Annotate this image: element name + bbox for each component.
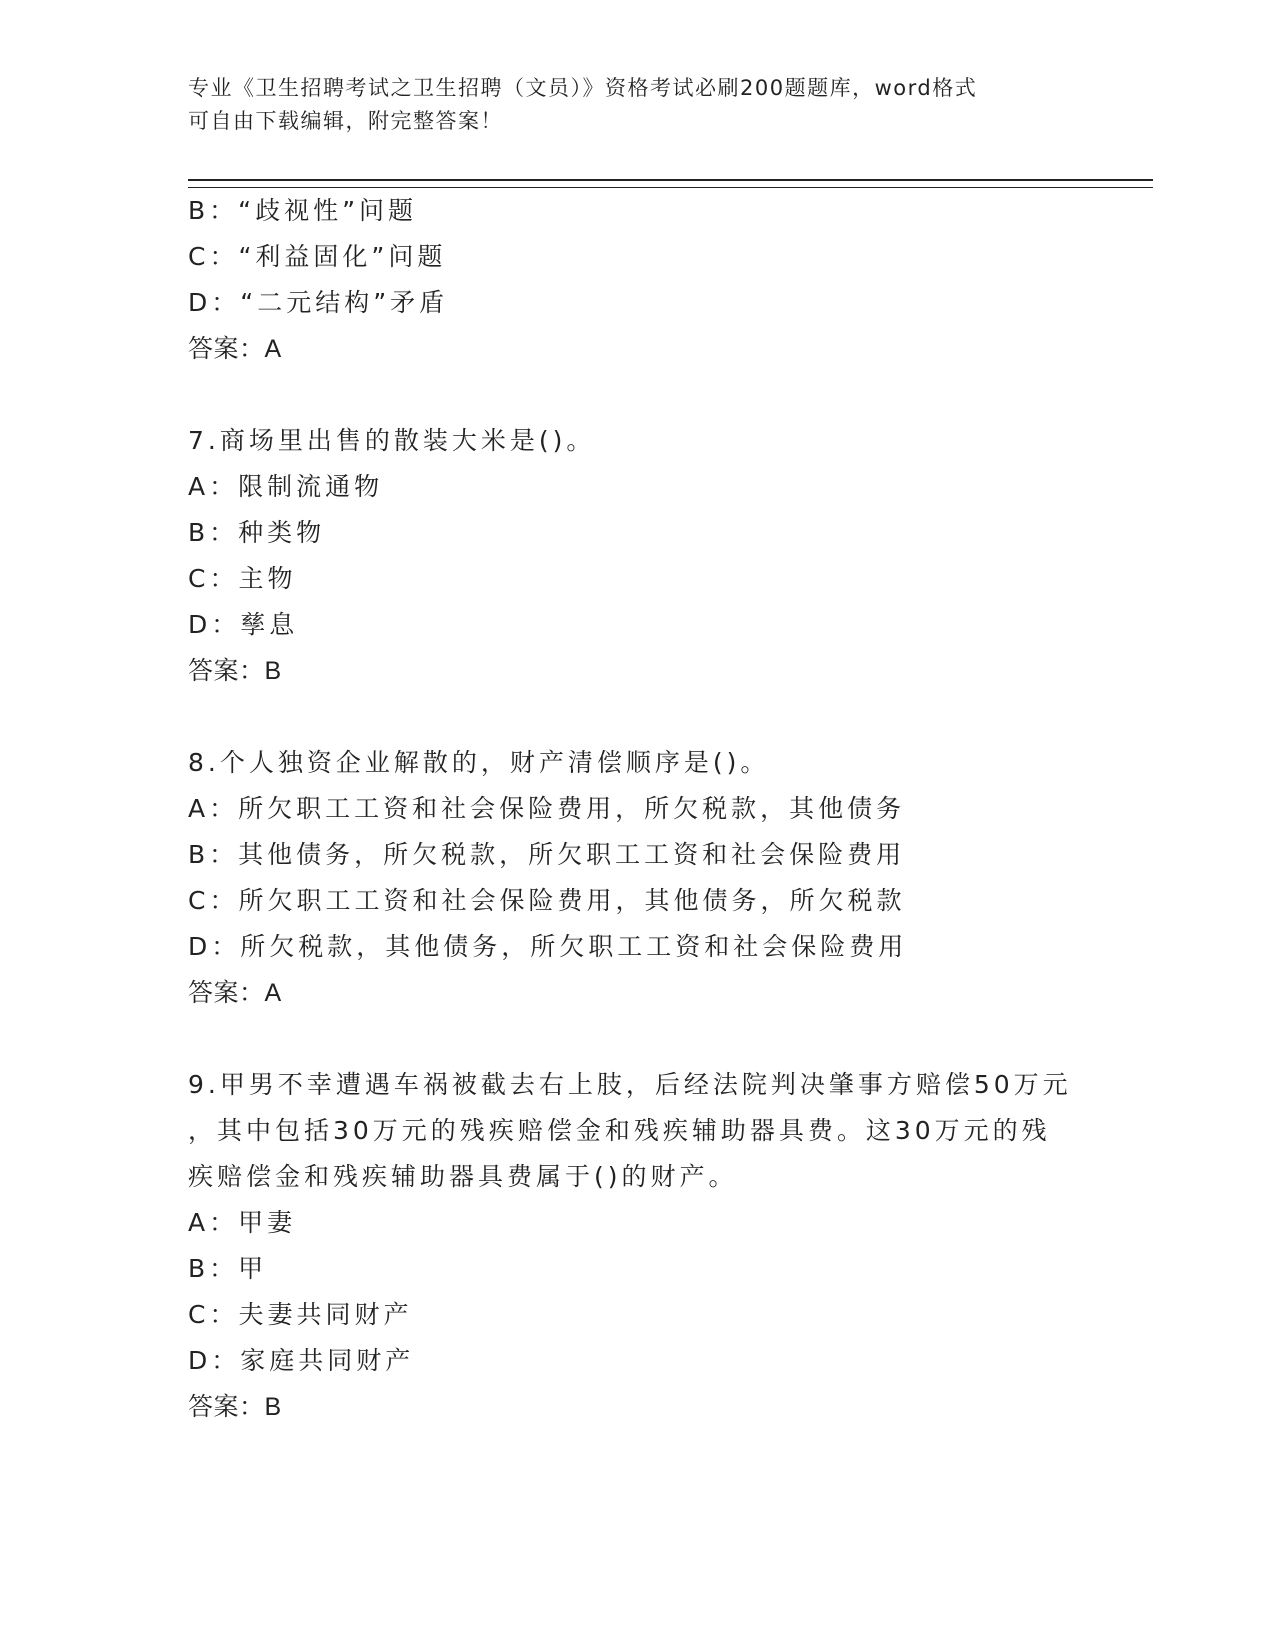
option-a: A：限制流通物 [188,472,384,501]
prev-question-block [188,188,1088,372]
option-a: A：所欠职工工资和社会保险费用，所欠税款，其他债务 [188,794,906,823]
spacer [188,1016,1088,1062]
question-text: 7.商场里出售的散装大米是()。 [188,426,596,455]
header-divider [188,179,1153,188]
question-7-block [188,418,1088,694]
document-body [188,188,1088,1430]
option-b: B：“歧视性”问题 [188,196,418,225]
answer-line: 答案：A [188,979,282,1007]
answer-line: 答案：B [188,657,282,685]
question-text-line: 9.甲男不幸遭遇车祸被截去右上肢，后经法院判决肇事方赔偿50万元 [188,1070,1072,1099]
option-b: B：甲 [188,1254,268,1283]
option-c: C：“利益固化”问题 [188,242,447,271]
option-c: C：主物 [188,564,297,593]
option-a: A：甲妻 [188,1208,297,1237]
option-d: D：“二元结构”矛盾 [188,288,449,317]
option-d: D：所欠税款，其他债务，所欠职工工资和社会保险费用 [188,932,908,961]
page-header [188,72,1088,138]
question-text-line: ，其中包括30万元的残疾赔偿金和残疾辅助器具费。这30万元的残 [188,1116,1051,1145]
spacer [188,372,1088,418]
option-b: B：其他债务，所欠税款，所欠职工工资和社会保险费用 [188,840,906,869]
header-line-1: 专业《卫生招聘考试之卫生招聘（文员）》资格考试必刷200题题库，word格式 [188,76,978,100]
answer-line: 答案：A [188,335,282,363]
question-9-block [188,1062,1088,1430]
option-d: D：家庭共同财产 [188,1346,415,1375]
header-line-2: 可自由下载编辑，附完整答案！ [188,109,503,133]
option-d: D：孳息 [188,610,299,639]
question-text: 8.个人独资企业解散的，财产清偿顺序是()。 [188,748,770,777]
question-8-block [188,740,1088,1016]
option-c: C：夫妻共同财产 [188,1300,413,1329]
question-text-line: 疾赔偿金和残疾辅助器具费属于()的财产。 [188,1162,738,1191]
spacer [188,694,1088,740]
option-b: B：种类物 [188,518,326,547]
answer-line: 答案：B [188,1393,282,1421]
option-c: C：所欠职工工资和社会保险费用，其他债务，所欠税款 [188,886,906,915]
